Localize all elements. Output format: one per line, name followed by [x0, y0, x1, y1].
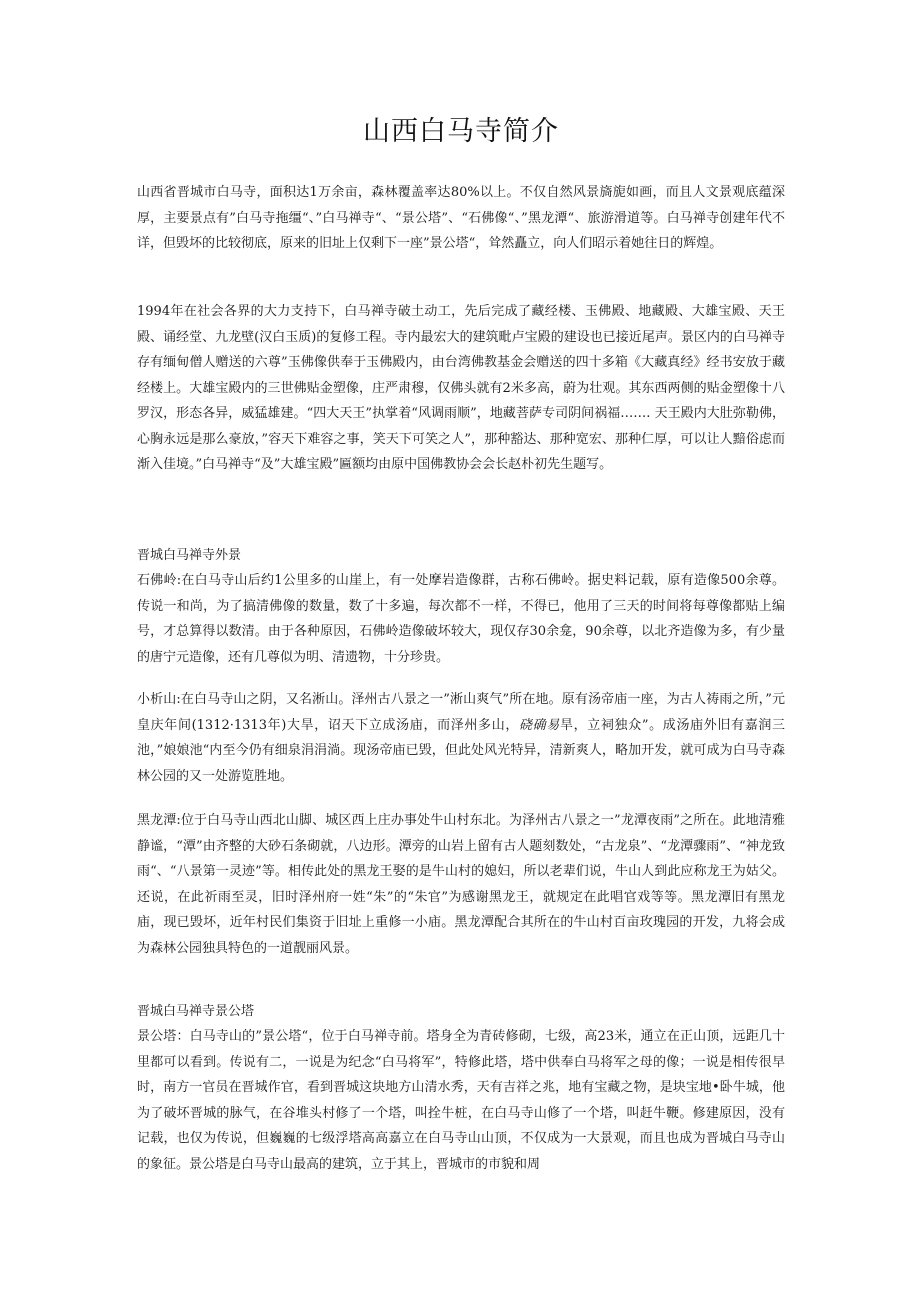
paragraph-xiaoxishan: [137, 687, 785, 789]
paragraph-shifoling: 石佛岭:在白马寺山后约1公里多的山崖上，有一处摩岩造像群，古称石佛岭。据史料记载，原有造像500余尊。传说一和尚，为了搞清佛像的数量，数了十多遍，每次都不一样，不得已，他用了三天的时间将每尊像都贴上编号，才总算得以数清。由于各种原因，石佛岭造像破坏较大，现仅存30余龛，90余尊，以北齐造像为多，有少量的唐宁元造像，还有几尊似为明、清遗物，十分珍贵。: [137, 573, 785, 665]
paragraph-xiaoxishan-part2: 旱，立祠独众”。成汤庙外旧有嘉润三池，”娘娘池“内至今仍有细泉涓涓淌。现汤帝庙已毁，但此处风光特异，清新爽人，略加开发，就可成为白马寺森林公园的又一处游览胜地。: [137, 717, 785, 784]
document-title: 山西白马寺简介: [363, 116, 559, 147]
paragraph-xiaoxishan-italic: 硗确易: [519, 717, 560, 733]
paragraph-intro: 山西省晋城市白马寺，面积达1万余亩，森林覆盖率达80%以上。不仅自然风景旖旎如画，而且人文景观底蕴深厚，主要景点有”白马寺拖缰“、”白马禅寺“、“景公塔”、“石佛像“、”黑龙潭“、旅游滑道等。白马禅寺创建年代不详，但毁坏的比较彻底，原来的旧址上仅剩下一座”景公塔“，耸然矗立，向人们昭示着她往日的辉煌。: [137, 185, 785, 251]
section-heading-exterior: 晋城白马禅寺外景: [137, 548, 242, 563]
paragraph-history: 1994年在社会各界的大力支持下，白马禅寺破土动工，先后完成了藏经楼、玉佛殿、地藏殿、大雄宝殿、天王殿、诵经堂、九龙壁(汉白玉质)的复修工程。寺内最宏大的建筑毗卢宝殿的建设也已接近尾声。景区内的白马禅寺存有缅甸僧人赠送的六尊”玉佛像供奉于玉佛殿内，由台湾佛教基金会赠送的四十多箱《大藏真经》经书安放于藏经楼上。大雄宝殿内的三世佛贴金塑像，庄严肃穆，仅佛头就有2米多高，蔚为壮观。其东西两侧的贴金塑像十八罗汉，形态各异，威猛雄建。“四大天王”执掌着“风调雨顺”，地藏菩萨专司阴间祸福……. 天王殿内大肚弥勒佛，心胸永远是那么豪放，”容天下难容之事，笑天下可笑之人”，那种豁达、那种宽宏、那种仁厚，可以让人黯俗虑而渐入佳境。”白马禅寺“及”大雄宝殿”匾额均由原中国佛教协会会长赵朴初先生题写。: [137, 304, 785, 472]
paragraph-heilongtan: 黑龙潭:位于白马寺山西北山脚、城区西上庄办事处牛山村东北。为泽州古八景之一”龙潭夜雨”之所在。此地清雅静谧，“潭”由齐整的大砂石条砌就，八边形。潭旁的山岩上留有古人题刻数处，“古龙泉”、“龙潭骤雨”、“神龙致雨“、“八景第一灵迹”等。相传此处的黑龙王娶的是牛山村的媳妇，所以老辈们说，牛山人到此应称龙王为姑父。还说，在此祈雨至灵，旧时泽州府一姓“朱”的“朱官”为感谢黑龙王，就规定在此唱官戏等等。黑龙潭旧有黑龙庙，现已毁坏，近年村民们集资于旧址上重修一小庙。黑龙潭配合其所在的牛山村百亩玫瑰园的开发，九将会成为森林公园独具特色的一道靓丽风景。: [137, 813, 785, 956]
section-heading-pagoda: 晋城白马禅寺景公塔: [137, 1004, 255, 1019]
paragraph-jinggongta: 景公塔：白马寺山的”景公塔“，位于白马禅寺前。塔身全为青砖修砌，七级，高23米，通立在正山顶，远距几十里都可以看到。传说有二，一说是为纪念“白马将军”，特修此塔，塔中供奉白马将军之母的像；一说是相传很早时，南方一官员在晋城作官，看到晋城这块地方山清水秀，天有吉祥之兆，地有宝藏之物，是块宝地•卧牛城，他为了破坏晋城的脉气，在谷堆头村修了一个塔，叫拴牛桩，在白马寺山修了一个塔，叫赶牛鞭。修建原因，没有记载，也仅为传说，但巍巍的七级浮塔高高嘉立在白马寺山山顶，不仅成为一大景观，而且也成为晋城白马寺山的象征。景公塔是白马寺山最高的建筑，立于其上，晋城市的市貌和周: [137, 1029, 785, 1172]
paragraph-xiaoxishan-part1: 小析山:在白马寺山之阴，又名淅山。泽州古八景之一”淅山爽气”所在地。原有汤帝庙一座，为古人祷雨之所，”元皇庆年间(1312·1313年)大旱，诏天下立成汤庙，而泽州多山，: [137, 692, 785, 733]
